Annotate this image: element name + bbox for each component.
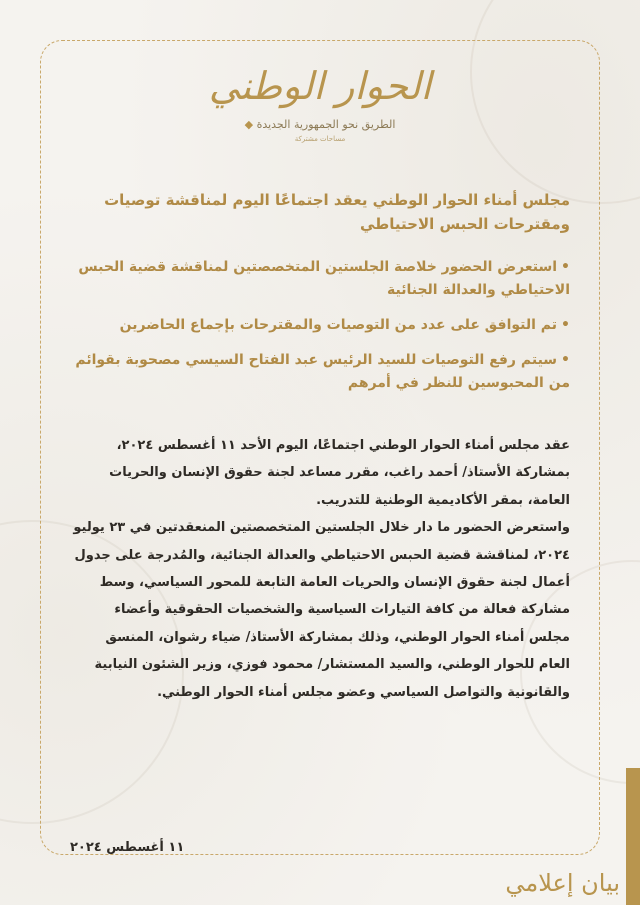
logo-subtitle [200, 118, 440, 131]
highlight-text: سيتم رفع التوصيات للسيد الرئيس عبد الفتاح السيسي مصحوبة بقوائم من المحبوسين للنظر في أمرهم [75, 352, 570, 391]
national-dialogue-logo [200, 58, 440, 168]
highlight-item [70, 349, 570, 395]
bullet-icon: • [561, 352, 570, 368]
gold-side-bar [626, 768, 640, 905]
highlight-text: استعرض الحضور خلاصة الجلستين المتخصصتين لمناقشة قضية الحبس الاحتياطي والعدالة الجنائية [78, 259, 570, 298]
logo-title: الحوار الوطني [208, 64, 432, 108]
media-statement-label: بيان إعلامي [505, 869, 620, 897]
highlight-item [70, 314, 570, 337]
logo-subtitle-text: الطريق نحو الجمهورية الجديدة [256, 118, 396, 131]
headline: مجلس أمناء الحوار الوطني يعقد اجتماعًا اليوم لمناقشة توصيات ومقترحات الحبس الاحتياطي [104, 191, 570, 233]
bullet-icon: • [561, 259, 570, 275]
highlights-list [70, 256, 570, 407]
logo-tagline: مساحات مشتركة [294, 135, 346, 143]
highlight-text: تم التوافق على عدد من التوصيات والمقترحات بإجماع الحاضرين [119, 317, 558, 333]
highlight-item [70, 256, 570, 302]
body-paragraph: عقد مجلس أمناء الحوار الوطني اجتماعًا، اليوم الأحد ١١ أغسطس ٢٠٢٤، بمشاركة الأستاذ/ أحمد راغب، مقرر مساعد لجنة حقوق الإنسان والحريات العامة، بمقر الأكاديمية الوطنية للتدريب. [109, 438, 570, 508]
body-paragraph: واستعرض الحضور ما دار خلال الجلستين المتخصصتين المنعقدتين في ٢٣ يوليو ٢٠٢٤، لمناقشة قضية الحبس الاحتياطي والعدالة الجنائية، والمُدرجة على جدول أعمال لجنة حقوق الإنسان والحريات العامة التابعة للمحور السياسي، وسط مشاركة فعالة من كافة التيارات السياسية والشخصيات الحقوقية وأعضاء مجلس أمناء الحوار الوطني، وذلك بمشاركة الأستاذ/ ضياء رشوان، المنسق العام للحوار الوطني، والسيد المستشار/ محمود فوزي، وزير الشئون النيابية والقانونية والتواصل السياسي وعضو مجلس أمناء الحوار الوطني. [73, 520, 570, 700]
statement-body [70, 432, 570, 706]
statement-date: ١١ أغسطس ٢٠٢٤ [70, 840, 185, 855]
diamond-icon: ◆ [244, 118, 254, 131]
bullet-icon: • [561, 317, 570, 333]
